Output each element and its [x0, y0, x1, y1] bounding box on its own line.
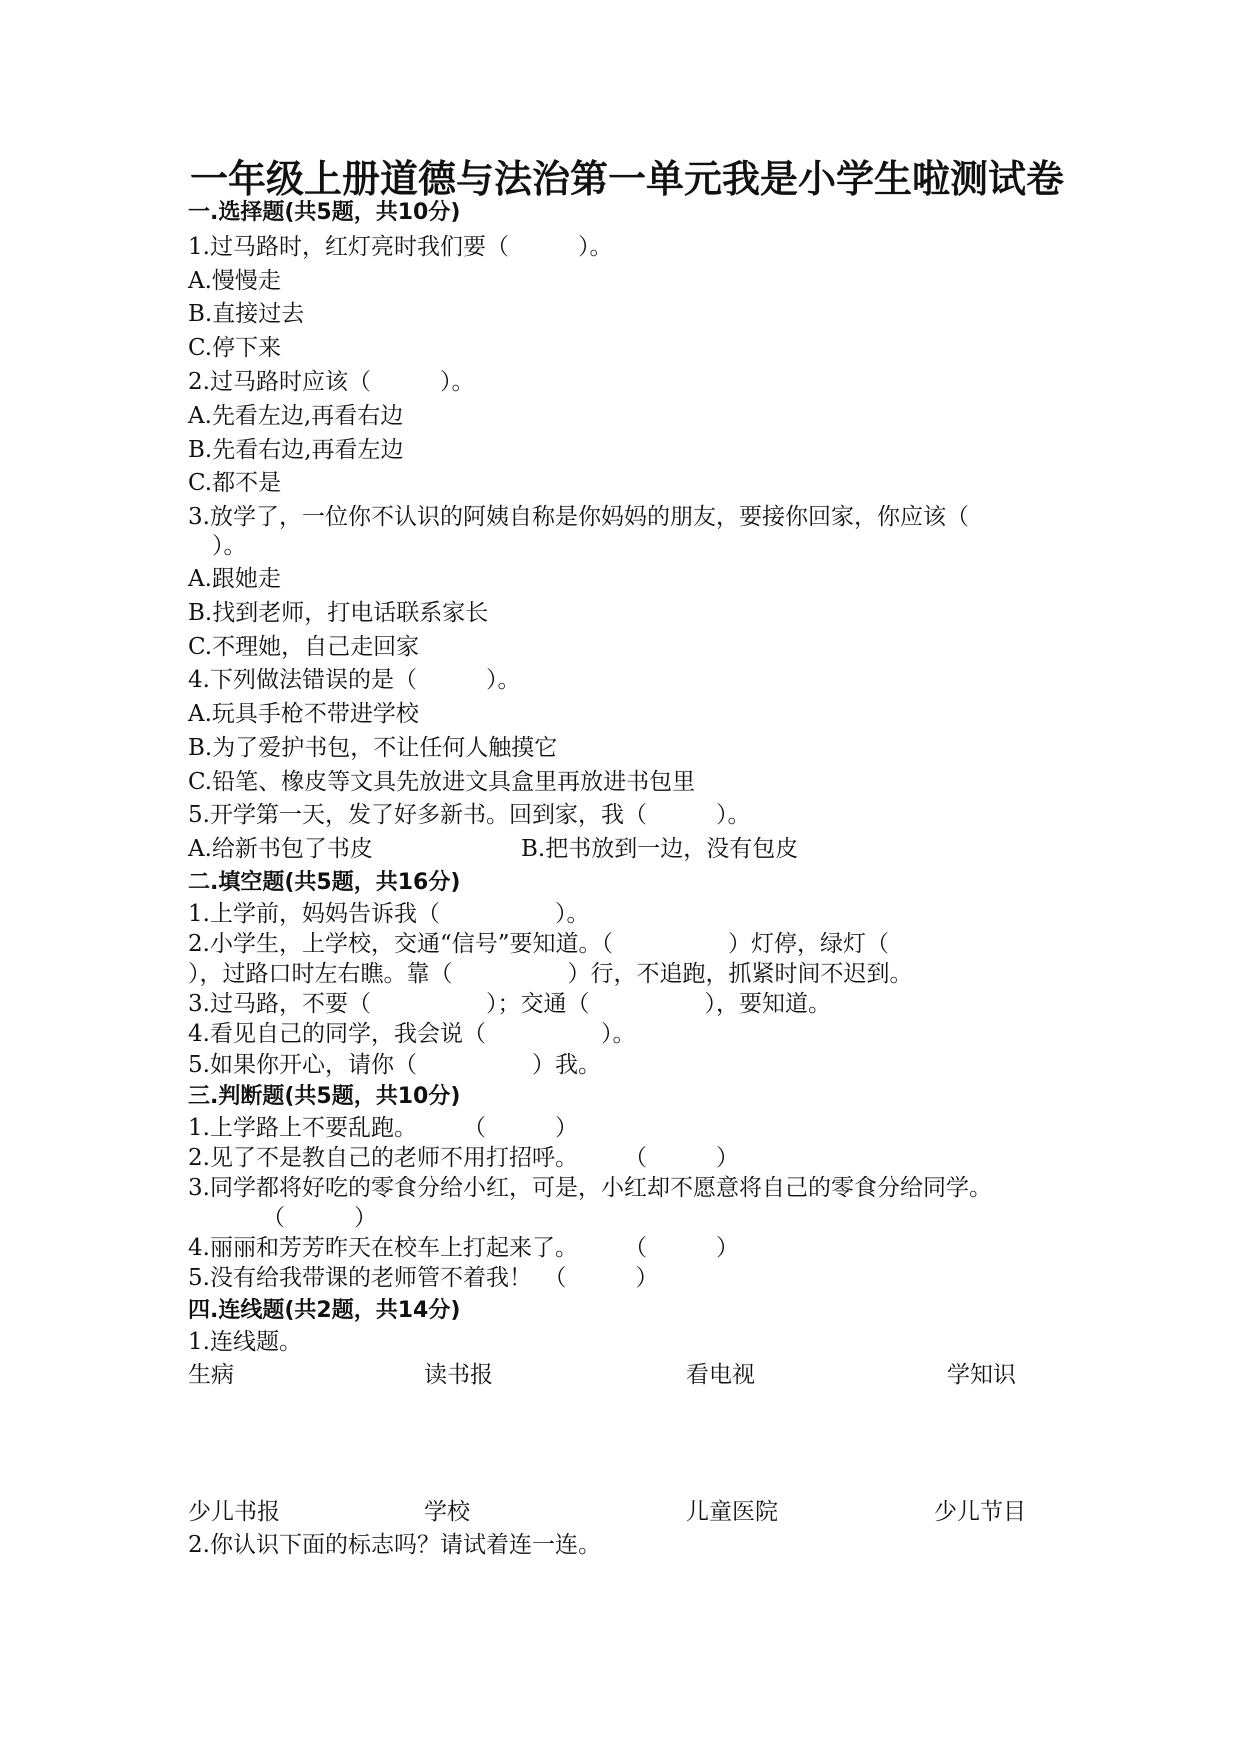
fill-question-3: 3.过马路，不要（ ）；交通（ ），要知道。	[188, 991, 831, 1017]
choice-option: C.铅笔、橡皮等文具先放进文具盒里再放进书包里	[188, 769, 696, 795]
match-bottom-item: 少儿书报	[188, 1499, 280, 1525]
choice-question-3-continued: ）。	[212, 533, 247, 559]
judge-question-4: 4.丽丽和芳芳昨天在校车上打起来了。 （ ）	[188, 1235, 739, 1261]
choice-option: C.停下来	[188, 335, 282, 361]
section-heading-choice: 一.选择题(共5题，共10分)	[188, 200, 461, 225]
fill-question-4: 4.看见自己的同学，我会说（ ）。	[188, 1021, 636, 1047]
match-question-1: 1.连线题。	[188, 1329, 302, 1355]
choice-question-4: 4.下列做法错误的是（ ）。	[188, 667, 521, 693]
judge-question-5: 5.没有给我带课的老师管不着我！ （ ）	[188, 1265, 659, 1291]
choice-question-2: 2.过马路时应该（ ）。	[188, 369, 475, 395]
judge-question-2: 2.见了不是教自己的老师不用打招呼。 （ ）	[188, 1145, 739, 1171]
choice-option: B.直接过去	[188, 301, 305, 327]
page-title: 一年级上册道德与法治第一单元我是小学生啦测试卷	[190, 156, 1065, 201]
fill-question-5: 5.如果你开心，请你（ ）我。	[188, 1052, 601, 1078]
choice-question-5: 5.开学第一天，发了好多新书。回到家，我（ ）。	[188, 802, 751, 828]
match-top-item: 读书报	[424, 1362, 493, 1388]
choice-option: B.找到老师，打电话联系家长	[188, 600, 489, 626]
match-question-2: 2.你认识下面的标志吗？请试着连一连。	[188, 1532, 601, 1558]
choice-question-1: 1.过马路时，红灯亮时我们要（ ）。	[188, 234, 613, 260]
fill-question-2-continued: ），过路口时左右瞧。靠（ ）行，不追跑，抓紧时间不迟到。	[188, 961, 913, 987]
judge-question-3: 3.同学都将好吃的零食分给小红，可是，小红却不愿意将自己的零食分给同学。	[188, 1175, 992, 1201]
choice-option: A.先看左边,再看右边	[188, 403, 404, 429]
fill-question-2: 2.小学生，上学校，交通“信号”要知道。（ ）灯停，绿灯（	[188, 931, 889, 957]
match-bottom-item: 学校	[424, 1499, 470, 1525]
choice-option: C.不理她，自己走回家	[188, 634, 420, 660]
choice-option: C.都不是	[188, 470, 282, 496]
choice-option: B.先看右边,再看左边	[188, 437, 404, 463]
judge-question-1: 1.上学路上不要乱跑。 （ ）	[188, 1115, 578, 1141]
match-bottom-item: 儿童医院	[686, 1499, 778, 1525]
fill-question-1: 1.上学前，妈妈告诉我（ ）。	[188, 901, 590, 927]
section-heading-judge: 三.判断题(共5题，共10分)	[188, 1084, 461, 1109]
choice-option: A.给新书包了书皮	[188, 836, 373, 862]
choice-option: B.把书放到一边，没有包皮	[521, 836, 799, 862]
choice-option: A.玩具手枪不带进学校	[188, 701, 419, 727]
match-bottom-item: 少儿节目	[934, 1499, 1026, 1525]
choice-option: A.跟她走	[188, 566, 281, 592]
judge-question-3-continued: （ ）	[262, 1205, 377, 1231]
choice-question-3: 3.放学了，一位你不认识的阿姨自称是你妈妈的朋友，要接你回家，你应该（	[188, 504, 969, 530]
section-heading-match: 四.连线题(共2题，共14分)	[188, 1298, 461, 1323]
match-top-item: 生病	[188, 1362, 234, 1388]
match-top-item: 学知识	[947, 1362, 1016, 1388]
choice-option: B.为了爱护书包，不让任何人触摸它	[188, 735, 558, 761]
choice-option: A.慢慢走	[188, 268, 281, 294]
match-top-item: 看电视	[686, 1362, 755, 1388]
section-heading-fill: 二.填空题(共5题，共16分)	[188, 870, 461, 895]
